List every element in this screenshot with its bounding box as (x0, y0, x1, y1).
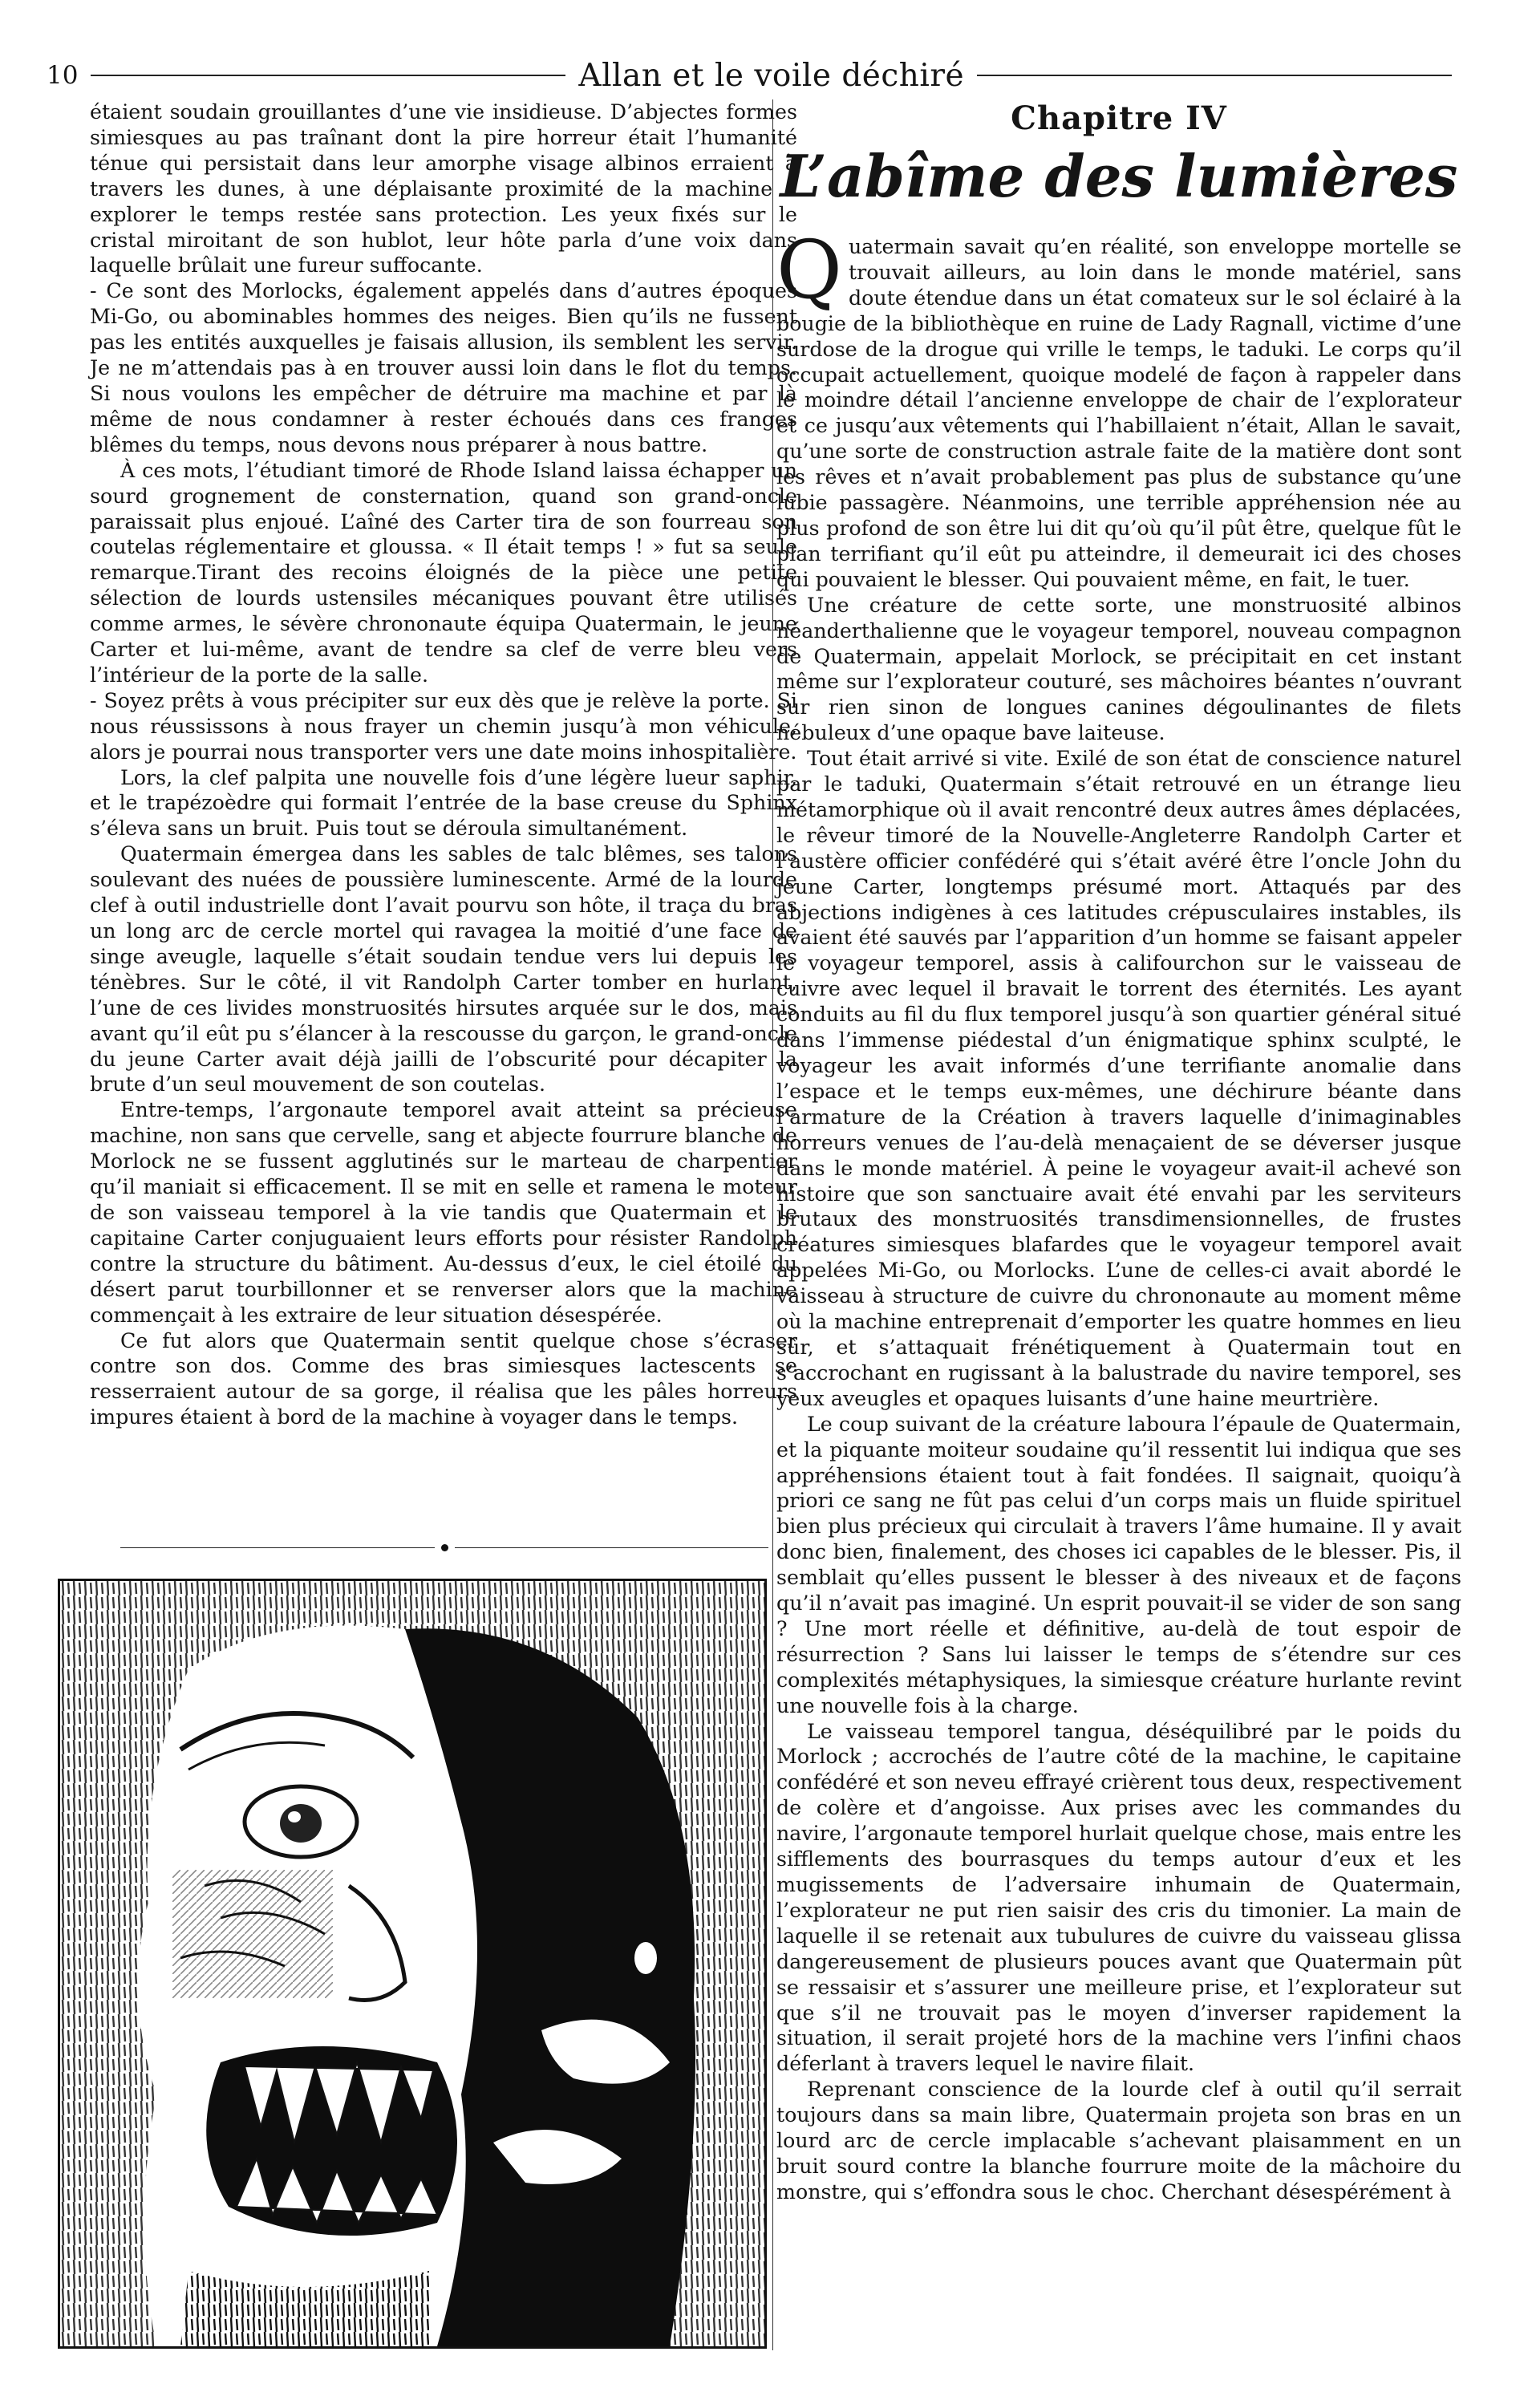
page-number: 10 (47, 60, 79, 90)
running-title: Allan et le voile déchiré (578, 57, 965, 94)
section-separator (120, 1543, 768, 1552)
header-rule-left (91, 75, 565, 76)
paragraph: À ces mots, l’étudiant timoré de Rhode Island laissa échapper un sourd grognement de consternation, quand son grand-oncle paraissait plus enjoué. L’aîné des Carter tira de son fourreau son coutelas réglementaire et gloussa. « Il était temps ! » fut sa seule remarque.Tirant des recoins éloignés de la pièce une petite sélection de lourds ustensiles mécaniques pouvant être utilisés comme armes, le sévère chrononaute équipa Quatermain, le jeune Carter et lui-même, avant de tendre sa clef de verre bleu vers l’intérieur de la porte de la salle. (90, 458, 797, 687)
column-divider (772, 99, 773, 2350)
paragraph: Le vaisseau temporel tangua, déséquilibré par le poids du Morlock ; accrochés de l’autre côté de la machine, le capitaine confédéré et son neveu effrayé crièrent tous deux, respectivement de colère et d’angoisse. Aux prises avec les commandes du navire, l’argonaute temporel hurlait quelque chose, mais entre les sifflements des bourrasques du temps autour d’eux et les mugissements de l’adversaire inhumain de Quatermain, l’explorateur ne put rien saisir des cris du timonier. La main de laquelle il se retenait aux tubulures de cuivre du vaisseau glissa dangereusement de plusieurs pouces avant que Quatermain pût se ressaisir et s’assurer une meilleure prise, et l’explorateur sut que s’il ne trouvait pas le moyen d’inverser rapidement la situation, il serait projeté hors de la machine vers l’infini chaos déferlant à travers lequel le navire filait. (776, 1719, 1462, 2076)
paragraph (776, 223, 1461, 593)
paragraph: Lors, la clef palpita une nouvelle fois d’une légère lueur saphir, et le trapézoèdre qui formait l’entrée de la base creuse du Sphinx s’éleva sans un bruit. Puis tout se déroula simultanément. (90, 765, 797, 841)
paragraph: Le coup suivant de la créature laboura l’épaule de Quatermain, et la piquante moiteur soudaine qu’il ressentit lui indiqua que ses appréhensions étaient tout à fait fondées. Il saignait, quoiqu’à priori ce sang ne fût pas celui d’un corps mais un fluide spirituel bien plus précieux qui circulait à travers l’âme humaine. Il y avait donc bien, finalement, des choses ici capables de le blesser. Pis, il semblait qu’elles pussent le blesser à des niveaux et de façons qu’il n’avait pas imaginé. Un esprit pouvait-il se vider de son sang ? Une mort réelle et définitive, au-delà de tout espoir de résurrection ? Sans lui laisser le temps de s’étendre sur ces complexités métaphysiques, la simiesque créature hurlante revint une nouvelle fois à la charge. (776, 1412, 1461, 1717)
right-column (776, 99, 1461, 2205)
paragraph: étaient soudain grouillantes d’une vie insidieuse. D’abjectes formes simiesques au pas traînant dont la pire horreur était l’humanité ténue qui persistait dans leur amorphe visage albinos erraient à travers les dunes, à une déplaisante proximité de la machine à explorer le temps restée sans protection. Les yeux fixés sur le cristal miroitant de son hublot, leur hôte parla d’une voix dans laquelle brûlait une fureur suffocante. (90, 100, 797, 278)
separator-dot (441, 1544, 448, 1551)
paragraph-text: uatermain savait qu’en réalité, son enveloppe mortelle se trouvait ailleurs, au loin dans le monde matériel, sans doute étendue dans un état comateux sur le sol éclairé à la bougie de la bibliothèque en ruine de Lady Ragnall, victime d’une surdose de la drogue qui vrille le temps, le taduki. Le corps qu’il occupait actuellement, quoique modelé de façon à rappeler dans le moindre détail l’ancienne enveloppe de chair de l’explorateur et ce jusqu’aux vêtements qui l’habillaient n’était, Allan le savait, qu’une sorte de construction astrale faite de la matière dont sont les rêves et n’avait probablement pas plus de substance qu’une lubie passagère. Néanmoins, une terrible appréhension née au plus profond de son être lui dit qu’où qu’il pût être, quelque fût le plan terrifiant qu’il eût pu atteindre, il demeurait ici des choses qui pouvaient le blesser. Qui pouvaient même, en fait, le tuer. (776, 235, 1461, 591)
paragraph: - Soyez prêts à vous précipiter sur eux dès que je relève la porte. Si nous réussissons à nous frayer un chemin jusqu’à mon véhicule, alors je pourrai nous transporter vers une date moins inhospitalière. (90, 688, 797, 764)
paragraph: Quatermain émergea dans les sables de talc blêmes, ses talons soulevant des nuées de poussière luminescente. Armé de la lourde clef à outil industrielle dont l’avait pourvu son hôte, il traça du bras un long arc de cercle mortel qui ravagea la moitié d’une face de singe aveugle, laquelle s’était soudain tendue vers lui depuis les ténèbres. Sur le côté, il vit Randolph Carter tomber en hurlant, l’une de ces livides monstruosités hirsutes arquée sur le dos, mais avant qu’il eût pu s’élancer à la rescousse du garçon, le grand-oncle du jeune Carter avait déjà jailli de l’obscurité pour décapiter la brute d’un seul mouvement de son coutelas. (90, 842, 797, 1097)
chapter-title: L’abîme des lumières (780, 142, 1458, 210)
drop-cap: Q (776, 223, 842, 317)
paragraph: Une créature de cette sorte, une monstruosité albinos néanderthalienne que le voyageur temporel, nouveau compagnon de Quatermain, appelait Morlock, se précipitait en cet instant même sur l’explorateur couturé, ses mâchoires béantes n’ouvrant sur rien sinon de longues canines dégoulinantes de filets nébuleux d’une opaque bave laiteuse. (776, 593, 1461, 745)
paragraph: Ce fut alors que Quatermain sentit quelque chose s’écraser contre son dos. Comme des bras simiesques lactescents se resserraient autour de sa gorge, il réalisa que les pâles horreurs impures étaient à bord de la machine à voyager dans le temps. (90, 1328, 797, 1429)
morlock-illustration (58, 1579, 767, 2349)
running-header (47, 56, 1465, 95)
paragraph: Entre-temps, l’argonaute temporel avait atteint sa précieuse machine, non sans que cervelle, sang et abjecte fourrure blanche de Morlock ne se fussent agglutinés sur le marteau de charpentier qu’il maniait si efficacement. Il se mit en selle et ramena le moteur de son vaisseau temporel à la vie tandis que Quatermain et le capitaine Carter conjuguaient leurs efforts pour résister Randolph contre la structure du bâtiment. Au-dessus d’eux, le ciel étoilé du désert parut tourbillonner et se renverser alors que la machine commençait à les extraire de leur situation désespérée. (90, 1098, 797, 1327)
left-column (90, 99, 797, 1430)
paragraph: Reprenant conscience de la lourde clef à outil qu’il serrait toujours dans sa main libre, Quatermain projeta son bras en un lourd arc de cercle implacable s’achevant plaisamment en un bruit sourd contre la blanche fourrure moite de la mâchoire du monstre, qui s’effondra sous le choc. Cherchant désespérément à (776, 2078, 1461, 2204)
paragraph: Tout était arrivé si vite. Exilé de son état de conscience naturel par le taduki, Quatermain s’était retrouvé en un étrange lieu métamorphique où il avait rencontré deux autres âmes déplacées, le rêveur timoré de la Nouvelle-Angleterre Randolph Carter et l’austère officier confédéré qui s’était avéré être l’oncle John du jeune Carter, longtemps présumé mort. Attaqués par des abjections indigènes à ces latitudes crépusculaires instables, ils avaient été sauvés par l’apparition d’un homme se faisant appeler le voyageur temporel, assis à califourchon sur le vaisseau de cuivre avec lequel il bravait le torrent des éternités. Les ayant conduits au fil du flux temporel jusqu’à son quartier général situé dans l’immense piédestal d’un énigmatique sphinx sculpté, le voyageur les avait informés d’une terrifiante anomalie dans l’espace et le temps eux-mêmes, une déchirure béante dans l’armature de la Création à travers laquelle d’inimaginables horreurs venues de l’au-delà menaçaient de se déverser jusque dans le monde matériel. À peine le voyageur avait-il achevé son histoire que son sanctuaire avait été envahi par les serviteurs brutaux des monstruosités transdimensionnelles, de frustes créatures simiesques blafardes que le voyageur temporel avait appelées Mi-Go, ou Morlocks. L’une de celles-ci avait abordé le vaisseau à structure de cuivre du chrononaute au moment même où la machine entreprenait d’emporter les quatre hommes en lieu sûr, et s’attaquait frénétiquement à Quatermain tout en s’accrochant en rugissant à la balustrade du navire temporel, ses yeux aveugles et opaques luisants d’une haine meurtrière. (776, 747, 1461, 1410)
illustration-drawing (60, 1581, 764, 2346)
paragraph: - Ce sont des Morlocks, également appelés dans d’autres époques Mi-Go, ou abominables hommes des neiges. Bien qu’ils ne fussent pas les entités auxquelles je faisais allusion, ils semblent les servir. Je ne m’attendais pas à en trouver aussi loin dans le flot du temps. Si nous voulons les empêcher de détruire ma machine et par là même de nous condamner à rester échoués dans ces franges blêmes du temps, nous devons nous préparer à nous battre. (90, 279, 797, 456)
chapter-label: Chapitre IV (1011, 99, 1227, 137)
header-rule-right (977, 75, 1452, 76)
